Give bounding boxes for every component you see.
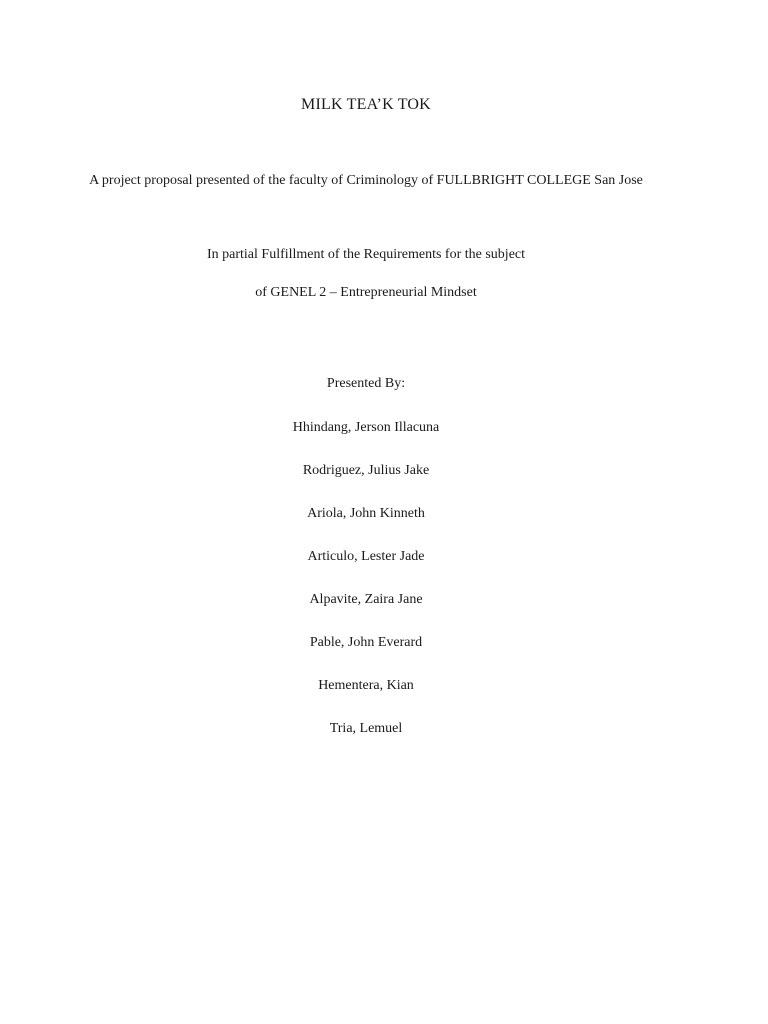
member-name: Hhindang, Jerson Illacuna — [292, 420, 440, 435]
member-name: Pable, John Everard — [309, 635, 423, 650]
member-name: Rodriguez, Julius Jake — [302, 463, 430, 478]
member-name: Articulo, Lester Jade — [307, 549, 425, 564]
member-name: Ariola, John Kinneth — [307, 506, 425, 521]
member-name: Hementera, Kian — [318, 678, 414, 693]
member-name: Alpavite, Zaira Jane — [309, 592, 423, 607]
member-name: Tria, Lemuel — [329, 721, 403, 736]
document-title: MILK TEA’K TOK — [301, 96, 431, 113]
fulfillment-line-1: In partial Fulfillment of the Requirements for the subject — [206, 247, 526, 262]
presented-by-label: Presented By: — [326, 376, 406, 391]
fulfillment-line-2: of GENEL 2 – Entrepreneurial Mindset — [255, 285, 477, 300]
document-subtitle: A project proposal presented of the faculty of Criminology of FULLBRIGHT COLLEGE San Jose — [89, 173, 643, 188]
